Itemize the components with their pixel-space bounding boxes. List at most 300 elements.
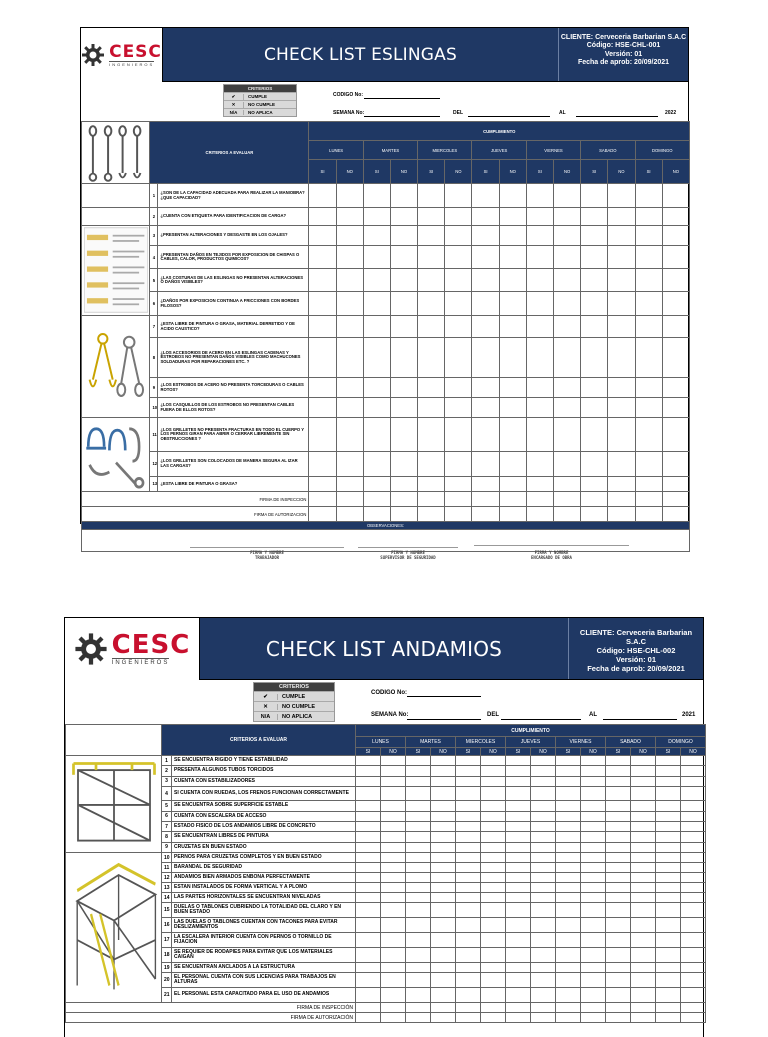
si-checkbox-cell[interactable]: [356, 756, 381, 766]
no-checkbox-cell[interactable]: [336, 316, 363, 338]
no-checkbox-cell[interactable]: [336, 269, 363, 292]
si-checkbox-cell[interactable]: [606, 842, 631, 852]
no-checkbox-cell[interactable]: [499, 398, 526, 418]
si-checkbox-cell[interactable]: [456, 918, 481, 933]
si-checkbox-cell[interactable]: [506, 948, 531, 963]
no-checkbox-cell[interactable]: [662, 245, 689, 269]
signature-cell[interactable]: [309, 492, 336, 507]
no-checkbox-cell[interactable]: [381, 756, 406, 766]
si-checkbox-cell[interactable]: [356, 973, 381, 988]
si-checkbox-cell[interactable]: [309, 316, 336, 338]
si-checkbox-cell[interactable]: [656, 933, 681, 948]
no-checkbox-cell[interactable]: [631, 903, 656, 918]
si-checkbox-cell[interactable]: [356, 786, 381, 800]
no-checkbox-cell[interactable]: [681, 933, 706, 948]
no-checkbox-cell[interactable]: [681, 893, 706, 903]
si-checkbox-cell[interactable]: [418, 338, 445, 378]
si-checkbox-cell[interactable]: [606, 801, 631, 811]
si-checkbox-cell[interactable]: [506, 842, 531, 852]
no-checkbox-cell[interactable]: [381, 842, 406, 852]
signature-cell[interactable]: [608, 507, 635, 522]
no-checkbox-cell[interactable]: [608, 418, 635, 452]
no-checkbox-cell[interactable]: [581, 801, 606, 811]
si-checkbox-cell[interactable]: [309, 292, 336, 316]
si-checkbox-cell[interactable]: [456, 853, 481, 863]
si-checkbox-cell[interactable]: [406, 863, 431, 873]
si-checkbox-cell[interactable]: [309, 245, 336, 269]
no-checkbox-cell[interactable]: [481, 822, 506, 832]
si-checkbox-cell[interactable]: [506, 801, 531, 811]
no-checkbox-cell[interactable]: [431, 883, 456, 893]
no-checkbox-cell[interactable]: [631, 893, 656, 903]
si-checkbox-cell[interactable]: [456, 842, 481, 852]
si-checkbox-cell[interactable]: [406, 822, 431, 832]
si-checkbox-cell[interactable]: [356, 842, 381, 852]
no-checkbox-cell[interactable]: [662, 316, 689, 338]
no-checkbox-cell[interactable]: [681, 776, 706, 786]
si-checkbox-cell[interactable]: [526, 184, 553, 208]
si-checkbox-cell[interactable]: [606, 963, 631, 973]
no-checkbox-cell[interactable]: [631, 776, 656, 786]
si-checkbox-cell[interactable]: [506, 973, 531, 988]
no-checkbox-cell[interactable]: [445, 226, 472, 246]
no-checkbox-cell[interactable]: [481, 973, 506, 988]
si-checkbox-cell[interactable]: [406, 903, 431, 918]
no-checkbox-cell[interactable]: [445, 398, 472, 418]
no-checkbox-cell[interactable]: [531, 776, 556, 786]
no-checkbox-cell[interactable]: [381, 893, 406, 903]
si-checkbox-cell[interactable]: [456, 873, 481, 883]
si-checkbox-cell[interactable]: [656, 766, 681, 776]
si-checkbox-cell[interactable]: [363, 476, 390, 491]
no-checkbox-cell[interactable]: [336, 338, 363, 378]
no-checkbox-cell[interactable]: [554, 245, 581, 269]
si-checkbox-cell[interactable]: [635, 269, 662, 292]
signature-cell[interactable]: [390, 507, 417, 522]
si-checkbox-cell[interactable]: [506, 988, 531, 1003]
si-checkbox-cell[interactable]: [309, 378, 336, 398]
no-checkbox-cell[interactable]: [481, 766, 506, 776]
si-checkbox-cell[interactable]: [472, 316, 499, 338]
si-checkbox-cell[interactable]: [556, 893, 581, 903]
signature-cell[interactable]: [356, 1013, 381, 1023]
si-checkbox-cell[interactable]: [606, 822, 631, 832]
no-checkbox-cell[interactable]: [681, 766, 706, 776]
si-checkbox-cell[interactable]: [406, 973, 431, 988]
no-checkbox-cell[interactable]: [499, 226, 526, 246]
si-checkbox-cell[interactable]: [418, 292, 445, 316]
no-checkbox-cell[interactable]: [390, 226, 417, 246]
no-checkbox-cell[interactable]: [662, 292, 689, 316]
no-checkbox-cell[interactable]: [581, 832, 606, 842]
no-checkbox-cell[interactable]: [381, 811, 406, 821]
no-checkbox-cell[interactable]: [581, 893, 606, 903]
si-checkbox-cell[interactable]: [581, 208, 608, 226]
no-checkbox-cell[interactable]: [681, 801, 706, 811]
no-checkbox-cell[interactable]: [662, 184, 689, 208]
si-checkbox-cell[interactable]: [506, 853, 531, 863]
no-checkbox-cell[interactable]: [581, 973, 606, 988]
no-checkbox-cell[interactable]: [499, 378, 526, 398]
si-checkbox-cell[interactable]: [581, 226, 608, 246]
si-checkbox-cell[interactable]: [356, 918, 381, 933]
no-checkbox-cell[interactable]: [481, 873, 506, 883]
si-checkbox-cell[interactable]: [309, 269, 336, 292]
si-checkbox-cell[interactable]: [635, 316, 662, 338]
si-checkbox-cell[interactable]: [656, 963, 681, 973]
no-checkbox-cell[interactable]: [531, 918, 556, 933]
si-checkbox-cell[interactable]: [456, 903, 481, 918]
si-checkbox-cell[interactable]: [556, 903, 581, 918]
si-checkbox-cell[interactable]: [456, 786, 481, 800]
no-checkbox-cell[interactable]: [662, 269, 689, 292]
no-checkbox-cell[interactable]: [481, 811, 506, 821]
no-checkbox-cell[interactable]: [554, 378, 581, 398]
no-checkbox-cell[interactable]: [431, 948, 456, 963]
no-checkbox-cell[interactable]: [631, 963, 656, 973]
si-checkbox-cell[interactable]: [456, 948, 481, 963]
si-checkbox-cell[interactable]: [363, 451, 390, 476]
no-checkbox-cell[interactable]: [381, 973, 406, 988]
si-checkbox-cell[interactable]: [472, 269, 499, 292]
no-checkbox-cell[interactable]: [336, 208, 363, 226]
si-checkbox-cell[interactable]: [606, 933, 631, 948]
no-checkbox-cell[interactable]: [531, 948, 556, 963]
no-checkbox-cell[interactable]: [381, 963, 406, 973]
no-checkbox-cell[interactable]: [481, 883, 506, 893]
no-checkbox-cell[interactable]: [554, 316, 581, 338]
no-checkbox-cell[interactable]: [631, 988, 656, 1003]
signature-cell[interactable]: [681, 1003, 706, 1013]
signature-cell[interactable]: [431, 1003, 456, 1013]
signature-cell[interactable]: [526, 507, 553, 522]
no-checkbox-cell[interactable]: [481, 918, 506, 933]
no-checkbox-cell[interactable]: [531, 801, 556, 811]
no-checkbox-cell[interactable]: [445, 451, 472, 476]
no-checkbox-cell[interactable]: [531, 853, 556, 863]
no-checkbox-cell[interactable]: [662, 451, 689, 476]
si-checkbox-cell[interactable]: [656, 973, 681, 988]
no-checkbox-cell[interactable]: [336, 398, 363, 418]
si-checkbox-cell[interactable]: [506, 832, 531, 842]
si-checkbox-cell[interactable]: [606, 786, 631, 800]
no-checkbox-cell[interactable]: [608, 184, 635, 208]
no-checkbox-cell[interactable]: [631, 863, 656, 873]
si-checkbox-cell[interactable]: [456, 973, 481, 988]
signature-cell[interactable]: [390, 492, 417, 507]
si-checkbox-cell[interactable]: [635, 208, 662, 226]
no-checkbox-cell[interactable]: [662, 226, 689, 246]
no-checkbox-cell[interactable]: [554, 184, 581, 208]
si-checkbox-cell[interactable]: [418, 451, 445, 476]
si-checkbox-cell[interactable]: [406, 893, 431, 903]
no-checkbox-cell[interactable]: [554, 292, 581, 316]
si-checkbox-cell[interactable]: [418, 269, 445, 292]
no-checkbox-cell[interactable]: [381, 863, 406, 873]
no-checkbox-cell[interactable]: [581, 842, 606, 852]
signature-cell[interactable]: [606, 1013, 631, 1023]
si-checkbox-cell[interactable]: [556, 766, 581, 776]
signature-cell[interactable]: [499, 492, 526, 507]
no-checkbox-cell[interactable]: [581, 883, 606, 893]
si-checkbox-cell[interactable]: [635, 476, 662, 491]
si-checkbox-cell[interactable]: [606, 832, 631, 842]
si-checkbox-cell[interactable]: [526, 316, 553, 338]
si-checkbox-cell[interactable]: [556, 933, 581, 948]
no-checkbox-cell[interactable]: [581, 853, 606, 863]
signature-cell[interactable]: [363, 507, 390, 522]
si-checkbox-cell[interactable]: [556, 918, 581, 933]
si-checkbox-cell[interactable]: [506, 756, 531, 766]
si-checkbox-cell[interactable]: [556, 822, 581, 832]
si-checkbox-cell[interactable]: [418, 226, 445, 246]
no-checkbox-cell[interactable]: [531, 883, 556, 893]
no-checkbox-cell[interactable]: [531, 988, 556, 1003]
si-checkbox-cell[interactable]: [406, 883, 431, 893]
no-checkbox-cell[interactable]: [336, 378, 363, 398]
si-checkbox-cell[interactable]: [656, 822, 681, 832]
no-checkbox-cell[interactable]: [662, 378, 689, 398]
si-checkbox-cell[interactable]: [606, 973, 631, 988]
si-checkbox-cell[interactable]: [606, 811, 631, 821]
si-checkbox-cell[interactable]: [309, 338, 336, 378]
signature-cell[interactable]: [581, 1013, 606, 1023]
no-checkbox-cell[interactable]: [681, 863, 706, 873]
signature-cell[interactable]: [481, 1013, 506, 1023]
no-checkbox-cell[interactable]: [390, 476, 417, 491]
no-checkbox-cell[interactable]: [481, 853, 506, 863]
no-checkbox-cell[interactable]: [554, 208, 581, 226]
signature-cell[interactable]: [581, 507, 608, 522]
no-checkbox-cell[interactable]: [445, 245, 472, 269]
no-checkbox-cell[interactable]: [499, 184, 526, 208]
signature-cell[interactable]: [531, 1003, 556, 1013]
no-checkbox-cell[interactable]: [662, 208, 689, 226]
no-checkbox-cell[interactable]: [608, 292, 635, 316]
si-checkbox-cell[interactable]: [556, 801, 581, 811]
no-checkbox-cell[interactable]: [336, 226, 363, 246]
si-checkbox-cell[interactable]: [526, 451, 553, 476]
no-checkbox-cell[interactable]: [631, 832, 656, 842]
no-checkbox-cell[interactable]: [608, 269, 635, 292]
no-checkbox-cell[interactable]: [381, 933, 406, 948]
no-checkbox-cell[interactable]: [499, 245, 526, 269]
si-checkbox-cell[interactable]: [506, 811, 531, 821]
no-checkbox-cell[interactable]: [581, 963, 606, 973]
si-checkbox-cell[interactable]: [363, 398, 390, 418]
si-checkbox-cell[interactable]: [656, 873, 681, 883]
no-checkbox-cell[interactable]: [481, 863, 506, 873]
no-checkbox-cell[interactable]: [581, 988, 606, 1003]
no-checkbox-cell[interactable]: [581, 786, 606, 800]
si-checkbox-cell[interactable]: [635, 338, 662, 378]
no-checkbox-cell[interactable]: [431, 988, 456, 1003]
si-checkbox-cell[interactable]: [456, 963, 481, 973]
no-checkbox-cell[interactable]: [381, 801, 406, 811]
si-checkbox-cell[interactable]: [456, 766, 481, 776]
si-checkbox-cell[interactable]: [356, 948, 381, 963]
si-checkbox-cell[interactable]: [406, 786, 431, 800]
si-checkbox-cell[interactable]: [406, 766, 431, 776]
si-checkbox-cell[interactable]: [506, 918, 531, 933]
si-checkbox-cell[interactable]: [406, 948, 431, 963]
si-checkbox-cell[interactable]: [606, 988, 631, 1003]
si-checkbox-cell[interactable]: [406, 756, 431, 766]
no-checkbox-cell[interactable]: [681, 963, 706, 973]
no-checkbox-cell[interactable]: [381, 948, 406, 963]
si-checkbox-cell[interactable]: [556, 973, 581, 988]
no-checkbox-cell[interactable]: [431, 811, 456, 821]
no-checkbox-cell[interactable]: [445, 292, 472, 316]
si-checkbox-cell[interactable]: [506, 766, 531, 776]
no-checkbox-cell[interactable]: [431, 973, 456, 988]
si-checkbox-cell[interactable]: [472, 338, 499, 378]
si-checkbox-cell[interactable]: [363, 378, 390, 398]
si-checkbox-cell[interactable]: [363, 245, 390, 269]
signature-cell[interactable]: [681, 1013, 706, 1023]
no-checkbox-cell[interactable]: [499, 316, 526, 338]
semana-input[interactable]: [407, 711, 481, 720]
no-checkbox-cell[interactable]: [531, 832, 556, 842]
signature-cell[interactable]: [456, 1003, 481, 1013]
no-checkbox-cell[interactable]: [554, 451, 581, 476]
signature-cell[interactable]: [336, 492, 363, 507]
si-checkbox-cell[interactable]: [356, 832, 381, 842]
signature-line-worker[interactable]: [190, 547, 344, 548]
signature-cell[interactable]: [356, 1003, 381, 1013]
si-checkbox-cell[interactable]: [472, 476, 499, 491]
no-checkbox-cell[interactable]: [581, 873, 606, 883]
no-checkbox-cell[interactable]: [390, 398, 417, 418]
si-checkbox-cell[interactable]: [556, 756, 581, 766]
si-checkbox-cell[interactable]: [406, 988, 431, 1003]
no-checkbox-cell[interactable]: [631, 948, 656, 963]
no-checkbox-cell[interactable]: [531, 973, 556, 988]
no-checkbox-cell[interactable]: [631, 766, 656, 776]
si-checkbox-cell[interactable]: [506, 786, 531, 800]
si-checkbox-cell[interactable]: [556, 963, 581, 973]
no-checkbox-cell[interactable]: [499, 338, 526, 378]
si-checkbox-cell[interactable]: [635, 226, 662, 246]
no-checkbox-cell[interactable]: [390, 245, 417, 269]
si-checkbox-cell[interactable]: [656, 801, 681, 811]
si-checkbox-cell[interactable]: [606, 776, 631, 786]
no-checkbox-cell[interactable]: [390, 184, 417, 208]
si-checkbox-cell[interactable]: [506, 822, 531, 832]
si-checkbox-cell[interactable]: [406, 842, 431, 852]
no-checkbox-cell[interactable]: [481, 756, 506, 766]
no-checkbox-cell[interactable]: [481, 801, 506, 811]
si-checkbox-cell[interactable]: [356, 883, 381, 893]
no-checkbox-cell[interactable]: [631, 883, 656, 893]
si-checkbox-cell[interactable]: [406, 963, 431, 973]
si-checkbox-cell[interactable]: [356, 903, 381, 918]
signature-cell[interactable]: [656, 1013, 681, 1023]
no-checkbox-cell[interactable]: [431, 822, 456, 832]
si-checkbox-cell[interactable]: [363, 208, 390, 226]
no-checkbox-cell[interactable]: [390, 316, 417, 338]
no-checkbox-cell[interactable]: [531, 903, 556, 918]
signature-cell[interactable]: [631, 1013, 656, 1023]
no-checkbox-cell[interactable]: [481, 988, 506, 1003]
signature-cell[interactable]: [554, 492, 581, 507]
si-checkbox-cell[interactable]: [456, 822, 481, 832]
si-checkbox-cell[interactable]: [526, 398, 553, 418]
no-checkbox-cell[interactable]: [631, 918, 656, 933]
no-checkbox-cell[interactable]: [631, 801, 656, 811]
no-checkbox-cell[interactable]: [390, 338, 417, 378]
si-checkbox-cell[interactable]: [356, 801, 381, 811]
si-checkbox-cell[interactable]: [356, 988, 381, 1003]
si-checkbox-cell[interactable]: [406, 918, 431, 933]
si-checkbox-cell[interactable]: [635, 292, 662, 316]
si-checkbox-cell[interactable]: [581, 476, 608, 491]
no-checkbox-cell[interactable]: [499, 476, 526, 491]
si-checkbox-cell[interactable]: [656, 988, 681, 1003]
signature-cell[interactable]: [336, 507, 363, 522]
si-checkbox-cell[interactable]: [456, 776, 481, 786]
signature-cell[interactable]: [445, 507, 472, 522]
si-checkbox-cell[interactable]: [526, 418, 553, 452]
si-checkbox-cell[interactable]: [506, 933, 531, 948]
si-checkbox-cell[interactable]: [656, 903, 681, 918]
si-checkbox-cell[interactable]: [556, 863, 581, 873]
si-checkbox-cell[interactable]: [526, 245, 553, 269]
si-checkbox-cell[interactable]: [506, 873, 531, 883]
no-checkbox-cell[interactable]: [554, 476, 581, 491]
si-checkbox-cell[interactable]: [356, 822, 381, 832]
al-date-input[interactable]: [603, 711, 677, 720]
si-checkbox-cell[interactable]: [456, 801, 481, 811]
no-checkbox-cell[interactable]: [531, 842, 556, 852]
si-checkbox-cell[interactable]: [406, 776, 431, 786]
no-checkbox-cell[interactable]: [531, 822, 556, 832]
no-checkbox-cell[interactable]: [381, 918, 406, 933]
no-checkbox-cell[interactable]: [554, 269, 581, 292]
no-checkbox-cell[interactable]: [381, 883, 406, 893]
signature-cell[interactable]: [556, 1003, 581, 1013]
si-checkbox-cell[interactable]: [356, 963, 381, 973]
signature-cell[interactable]: [418, 507, 445, 522]
no-checkbox-cell[interactable]: [631, 842, 656, 852]
si-checkbox-cell[interactable]: [581, 316, 608, 338]
si-checkbox-cell[interactable]: [418, 184, 445, 208]
si-checkbox-cell[interactable]: [556, 853, 581, 863]
signature-cell[interactable]: [656, 1003, 681, 1013]
si-checkbox-cell[interactable]: [309, 208, 336, 226]
signature-cell[interactable]: [531, 1013, 556, 1023]
signature-cell[interactable]: [418, 492, 445, 507]
codigo-input[interactable]: [407, 688, 481, 697]
si-checkbox-cell[interactable]: [356, 873, 381, 883]
no-checkbox-cell[interactable]: [336, 184, 363, 208]
no-checkbox-cell[interactable]: [336, 451, 363, 476]
si-checkbox-cell[interactable]: [472, 378, 499, 398]
si-checkbox-cell[interactable]: [363, 316, 390, 338]
no-checkbox-cell[interactable]: [431, 832, 456, 842]
no-checkbox-cell[interactable]: [631, 811, 656, 821]
si-checkbox-cell[interactable]: [581, 418, 608, 452]
no-checkbox-cell[interactable]: [662, 476, 689, 491]
observaciones-input[interactable]: [82, 530, 690, 552]
si-checkbox-cell[interactable]: [506, 863, 531, 873]
no-checkbox-cell[interactable]: [581, 776, 606, 786]
no-checkbox-cell[interactable]: [531, 893, 556, 903]
no-checkbox-cell[interactable]: [390, 418, 417, 452]
si-checkbox-cell[interactable]: [472, 398, 499, 418]
si-checkbox-cell[interactable]: [406, 853, 431, 863]
no-checkbox-cell[interactable]: [581, 948, 606, 963]
